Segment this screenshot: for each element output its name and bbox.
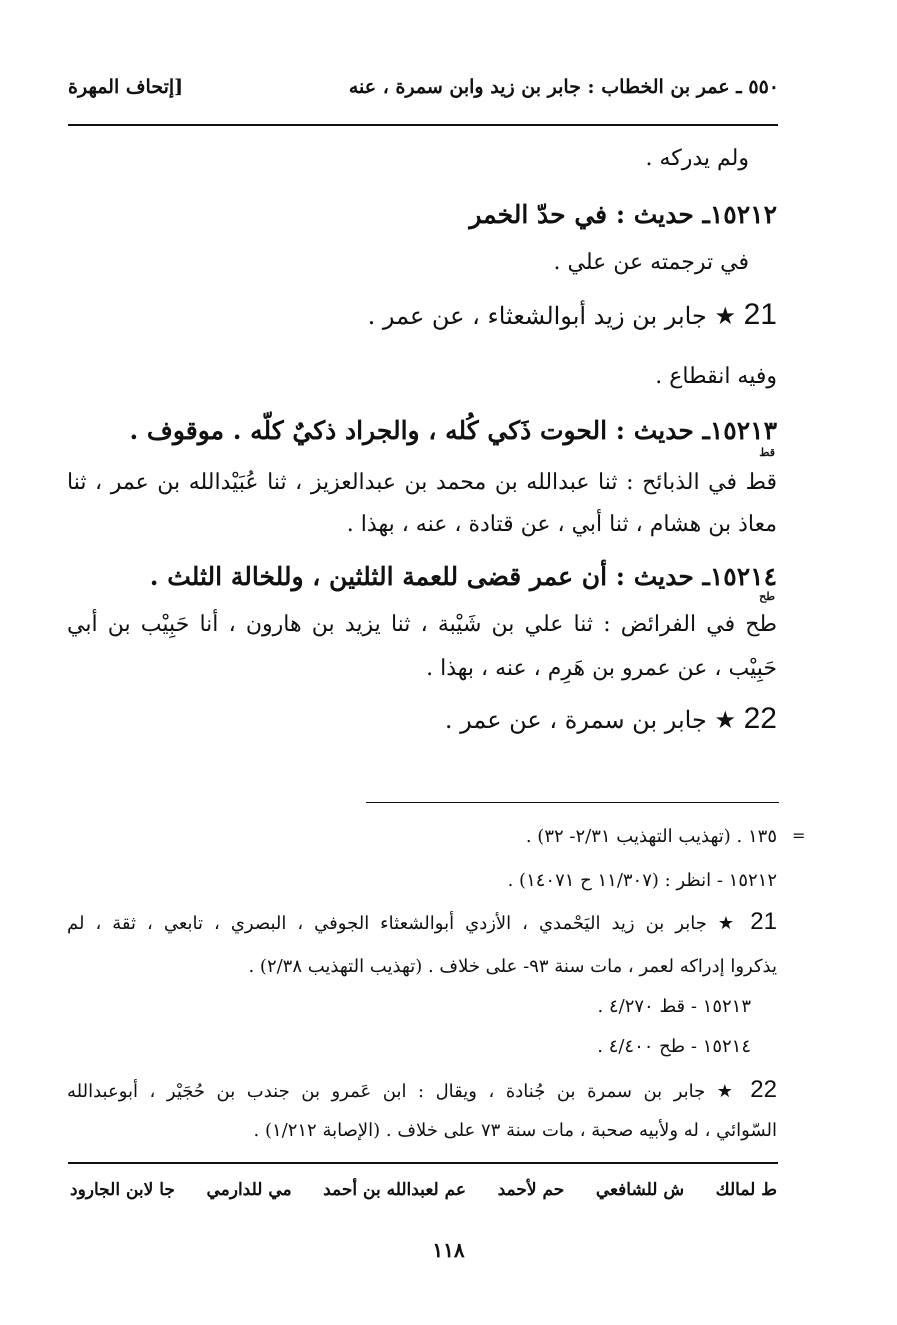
legend-item: ط لمالك [715, 1180, 777, 1200]
legend-item: عم لعبدالله بن أحمد [323, 1180, 467, 1200]
running-title: ٥٥٠ ـ عمر بن الخطاب : جابر بن زيد وابن سمرة ، عنه [348, 76, 779, 98]
book-title: [إتحاف المهرة [68, 76, 184, 98]
star-icon: ★ [717, 913, 740, 934]
footnote-text-line: السّوائي ، له ولأبيه صحبة ، مات سنة ٧٣ على خلاف . (الإصابة ١/٢١٢) . [253, 1120, 777, 1141]
header-divider [68, 124, 778, 126]
hadith-number: ١٥٢١٣ [709, 416, 777, 445]
footnote-narrator-21 [67, 908, 777, 936]
legend-item: ش للشافعي [595, 1180, 685, 1200]
footnote-narrator-22 [67, 1076, 777, 1104]
star-icon: ★ [716, 1081, 739, 1102]
legend-item: جا لابن الجارود [70, 1180, 175, 1200]
source-sigla: قط [759, 446, 775, 459]
hadith-number: ١٥٢١٢ [709, 200, 777, 229]
footnote: ١٣٥ . (تهذيب التهذيب ٢/٣١- ٣٢) . [525, 826, 777, 847]
page-number: ١١٨ [432, 1238, 465, 1262]
hadith-title: ـ حديث : الحوت ذَكي كُله ، والجراد ذكيٌ كلّه . موقوف . [129, 416, 710, 445]
footnote-divider [366, 802, 779, 803]
text-line: وفيه انقطاع . [655, 364, 777, 389]
hadith-heading-15214 [150, 562, 777, 591]
legend-divider [68, 1162, 778, 1164]
source-sigla: طح [759, 590, 775, 603]
footnote: ١٥٢١٤ - طح ٤/٤٠٠ . [597, 1036, 751, 1057]
narrator-number: 22 [743, 702, 777, 735]
hadith-text-line: قط في الذبائح : ثنا عبدالله بن محمد بن عبدالعزيز ، ثنا عُبَيْدالله بن عمر ، ثنا [67, 470, 777, 495]
footnote: ١٥٢١٢ - انظر : (١١/٣٠٧ ح ١٤٠٧١) . [507, 870, 777, 891]
narrator-text: جابر بن سمرة ، عن عمر . [444, 706, 707, 734]
hadith-heading-15212 [469, 200, 777, 229]
footnote: ١٥٢١٣ - قط ٤/٢٧٠ . [597, 996, 751, 1017]
narrator-entry-21 [368, 298, 777, 332]
hadith-text-line: حَبِيْب ، عن عمرو بن هَرِم ، عنه ، بهذا . [426, 656, 777, 681]
footnote-text-line: يذكروا إدراكه لعمر ، مات سنة ٩٣- على خلاف . (تهذيب التهذيب ٢/٣٨) . [248, 956, 777, 977]
hadith-number: ١٥٢١٤ [709, 562, 777, 591]
footnote-text: جابر بن زيد اليَحْمدي ، الأزدي أبوالشعثاء الجوفي ، البصري ، تابعي ، ثقة ، لم [67, 913, 707, 934]
continuation-mark: = [792, 826, 806, 845]
hadith-title: ـ حديث : أن عمر قضى للعمة الثلثين ، وللخالة الثلث . [149, 562, 710, 591]
star-icon: ★ [714, 706, 736, 734]
legend-item: حم لأحمد [497, 1180, 565, 1200]
star-icon: ★ [714, 302, 736, 330]
narrator-entry-22 [445, 702, 777, 736]
narrator-number: 22 [750, 1076, 777, 1103]
text-line: ولم يدركه . [645, 146, 749, 171]
legend-item: مي للدارمي [206, 1180, 292, 1200]
hadith-text-line: طح في الفرائض : ثنا علي بن شَيْبة ، ثنا يزيد بن هارون ، أنا حَبِيْب بن أبي [67, 612, 777, 637]
hadith-title: ـ حديث : في حدّ الخمر [469, 200, 710, 229]
narrator-number: 21 [750, 908, 777, 935]
narrator-text: جابر بن زيد أبوالشعثاء ، عن عمر . [367, 302, 707, 330]
hadith-text-line: معاذ بن هشام ، ثنا أبي ، عن قتادة ، عنه ، بهذا . [346, 512, 777, 537]
hadith-heading-15213 [130, 416, 778, 445]
footnote-text: جابر بن سمرة بن جُنادة ، ويقال : ابن عَمرو بن جندب بن حُجَيْر ، أبوعبدالله [67, 1081, 706, 1102]
sigla-legend [70, 1180, 777, 1200]
narrator-number: 21 [743, 298, 777, 331]
hadith-text: في ترجمته عن علي . [553, 250, 749, 275]
